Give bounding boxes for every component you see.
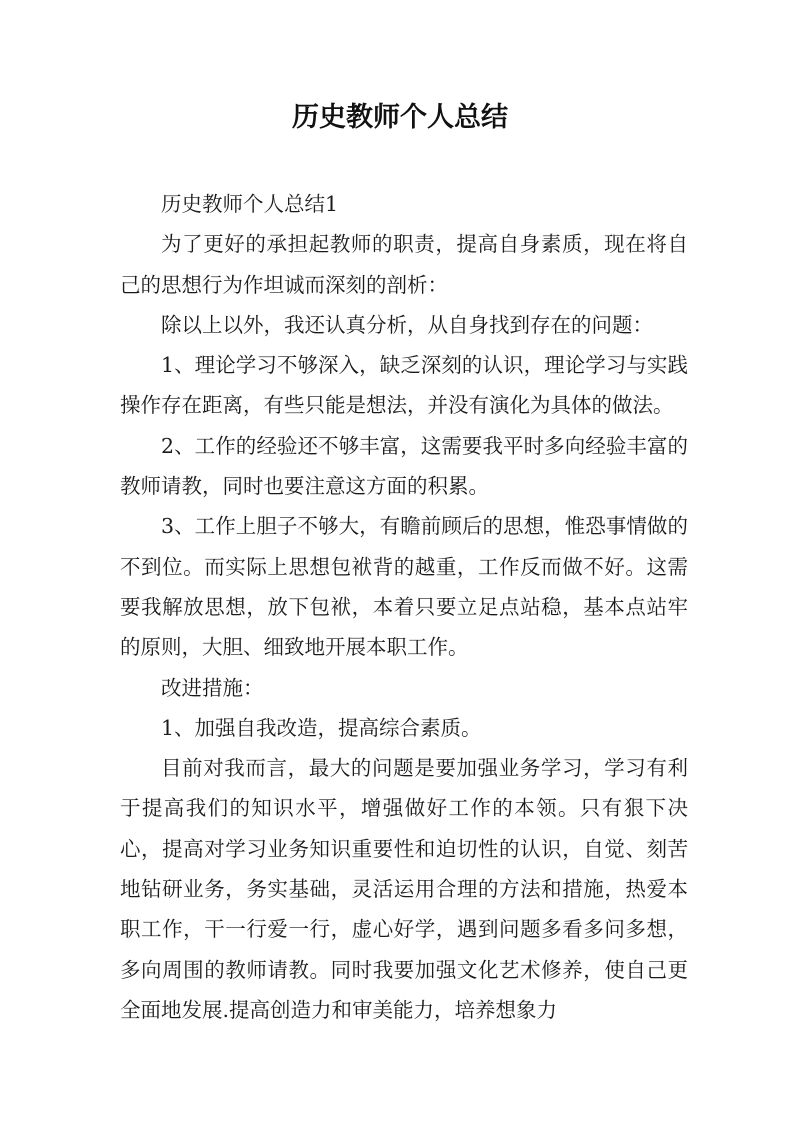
section-heading: 历史教师个人总结1 xyxy=(161,192,339,216)
paragraph: 2、工作的经验还不够丰富，这需要我平时多向经验丰富的教师请教，同时也要注意这方面的积累。 xyxy=(120,433,688,499)
document-title: 历史教师个人总结 xyxy=(292,102,508,133)
paragraph: 1、理论学习不够深入，缺乏深刻的认识，理论学习与实践操作存在距离，有些只能是想法，并没有演化为具体的做法。 xyxy=(120,353,688,418)
document-body xyxy=(120,184,688,1030)
paragraph: 3、工作上胆子不够大，有瞻前顾后的思想，惟恐事情做的不到位。而实际上思想包袱背的越重，工作反而做不好。这需要我解放思想，放下包袱，本着只要立足点站稳，基本点站牢的原则，大胆、细致地开展本职工作。 xyxy=(120,514,688,660)
paragraph: 目前对我而言，最大的问题是要加强业务学习，学习有利于提高我们的知识水平，增强做好工作的本领。只有狠下决心，提高对学习业务知识重要性和迫切性的认识，自觉、刻苦地钻研业务，务实基础，灵活运用合理的方法和措施，热爱本职工作，干一行爱一行，虚心好学，遇到问题多看多问多想，多向周围的教师请教。同时我要加强文化艺术修养，使自己更全面地发展.提高创造力和审美能力，培养想象力 xyxy=(120,756,688,1022)
paragraph: 除以上以外，我还认真分析，从自身找到存在的问题： xyxy=(161,312,653,337)
paragraph: 为了更好的承担起教师的职责，提高自身素质，现在将自己的思想行为作坦诚而深刻的剖析： xyxy=(120,232,688,297)
paragraph: 1、加强自我改造，提高综合素质。 xyxy=(161,715,482,740)
paragraph: 改进措施： xyxy=(161,675,264,700)
